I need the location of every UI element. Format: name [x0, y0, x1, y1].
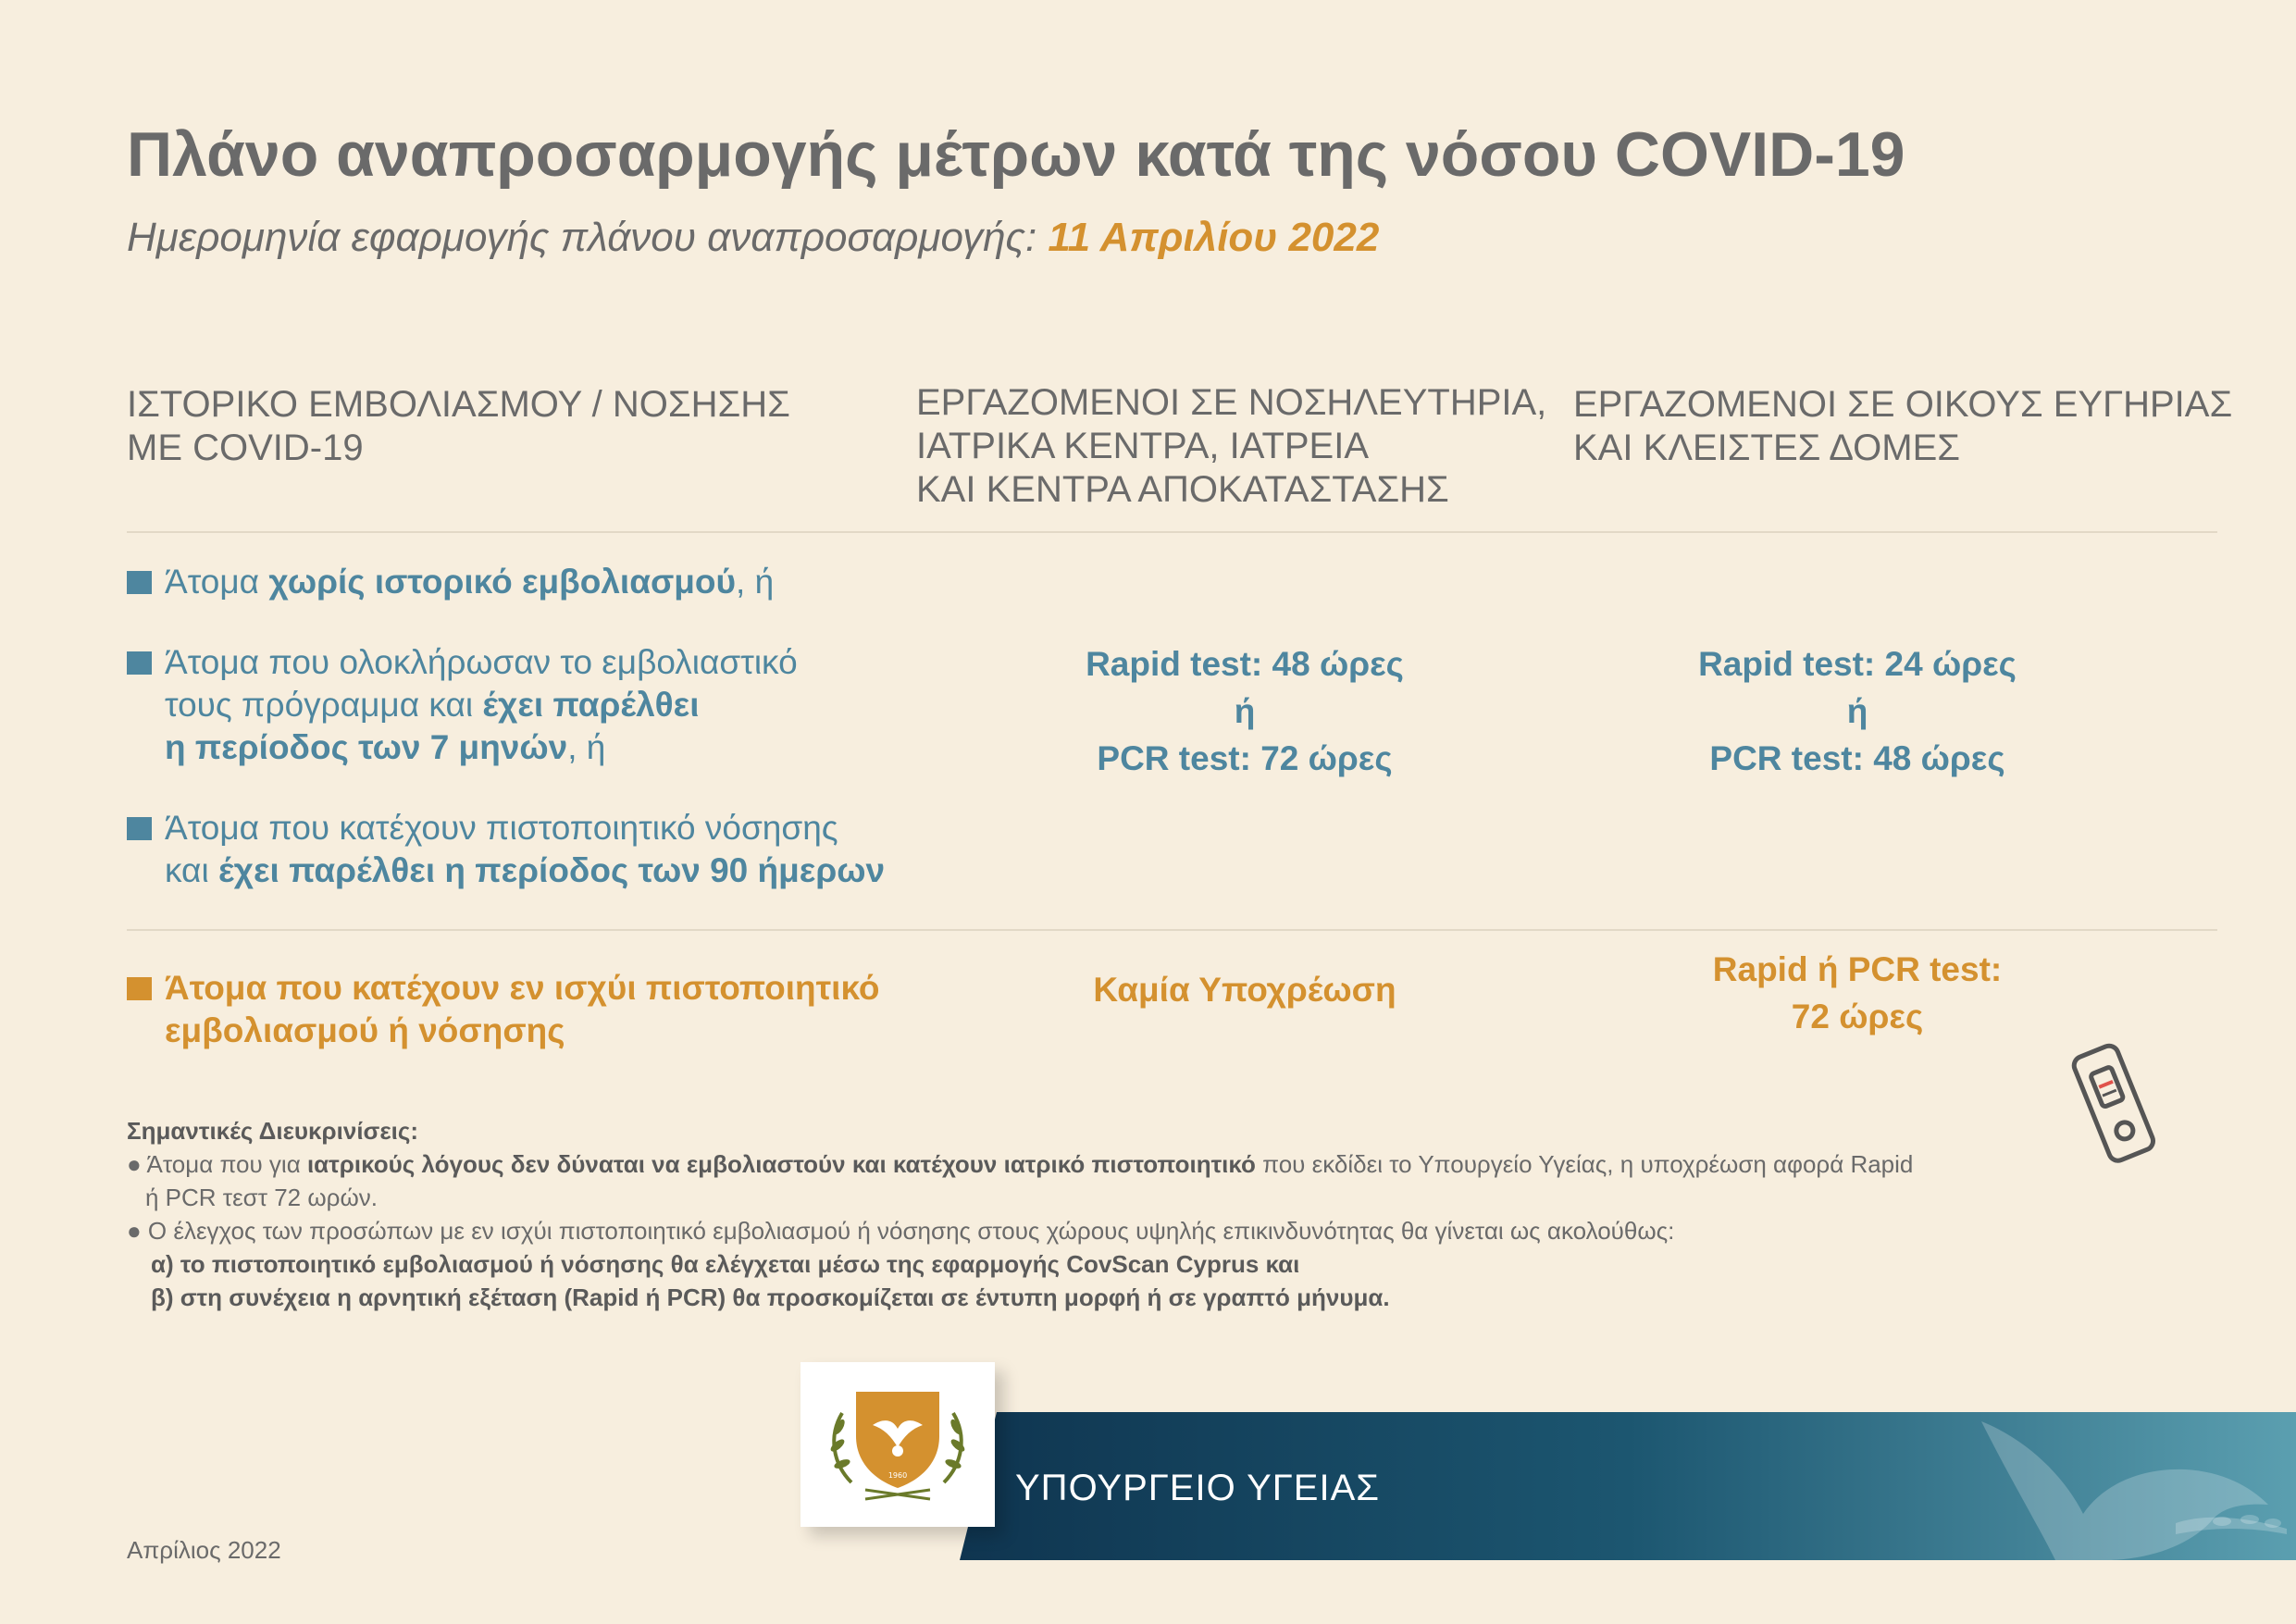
text-line	[165, 849, 924, 892]
text-bold: έχει παρέλθει η περίοδος των 90 ήμερων	[217, 851, 886, 889]
square-bullet-icon	[127, 651, 152, 675]
column-header-care-homes	[1573, 383, 2240, 470]
page-title: Πλάνο αναπροσαρμογής μέτρων κατά της νόσου COVID-19	[127, 119, 1905, 190]
text: Άτομα που κατέχουν πιστοποιητικό νόσησης	[165, 809, 838, 847]
important-notes	[127, 1114, 2089, 1314]
requirement-hospitals	[1009, 640, 1481, 782]
column-header-hospitals	[916, 381, 1564, 512]
requirement-line: Καμία Υποχρέωση	[1093, 971, 1396, 1009]
column-header-line: ΜΕ COVID-19	[127, 428, 364, 468]
column-header-history	[127, 383, 886, 470]
text: τους πρόγραμμα και	[165, 686, 483, 724]
requirement-line: PCR test: 72 ώρες	[1097, 739, 1393, 777]
text-bold: έχει παρέλθει	[482, 686, 700, 724]
note-2-b: β) στη συνέχεια η αρνητική εξέταση (Rapid ή PCR) θα προσκομίζεται σε έντυπη μορφή ή σε γραπτό μήνυμα.	[151, 1283, 1390, 1311]
divider	[127, 929, 2217, 931]
criteria-item-90-days	[165, 807, 924, 892]
footer-date: Απρίλιος 2022	[127, 1536, 281, 1564]
text-bold: χωρίς ιστορικό εμβολιασμού	[268, 563, 737, 601]
column-header-line: ΚΑΙ ΚΛΕΙΣΤΕΣ ΔΟΜΕΣ	[1573, 428, 1960, 468]
requirement-hospitals-certified	[1009, 966, 1481, 1013]
note-1-continued: ή PCR τεστ 72 ωρών.	[145, 1184, 378, 1211]
text-line	[165, 726, 905, 769]
emblem-year: 1960	[887, 1471, 908, 1480]
requirement-line: Rapid test: 24 ώρες	[1698, 645, 2017, 683]
criteria-item-7-months	[165, 641, 905, 769]
text: εμβολιασμού ή νόσησης	[165, 1011, 565, 1049]
column-header-line: ΕΡΓΑΖΟΜΕΝΟΙ ΣΕ ΟΙΚΟΥΣ ΕΥΓΗΡΙΑΣ	[1573, 384, 2233, 425]
dove-watermark-icon	[1944, 1412, 2296, 1560]
text: και	[165, 851, 218, 889]
page-subtitle	[127, 215, 1379, 261]
text-line	[165, 684, 905, 726]
note-2-a: α) το πιστοποιητικό εμβολιασμού ή νόσησης θα ελέγχεται μέσω της εφαρμογής CovScan Cyprus και	[151, 1250, 1300, 1278]
notes-title: Σημαντικές Διευκρινίσεις:	[127, 1117, 419, 1145]
square-bullet-icon	[127, 817, 152, 840]
text: , ή	[736, 563, 775, 601]
requirement-line: Rapid test: 48 ώρες	[1086, 645, 1404, 683]
text: Άτομα που κατέχουν εν ισχύι πιστοποιητικό	[165, 969, 880, 1007]
text: , ή	[567, 728, 606, 766]
column-header-line: ΙΑΤΡΙΚΑ ΚΕΝΤΡΑ, ΙΑΤΡΕΙΑ	[916, 426, 1370, 466]
note-2: ● Ο έλεγχος των προσώπων με εν ισχύι πιστοποιητικό εμβολιασμού ή νόσησης στους χώρους υψηλής επικινδυνότητας θα γίνεται ως ακολούθως:	[127, 1217, 1675, 1245]
requirement-line: Rapid ή PCR test:	[1712, 950, 2003, 988]
square-bullet-icon	[127, 977, 152, 1000]
square-bullet-icon	[127, 571, 152, 594]
ministry-name: ΥΠΟΥΡΓΕΙΟ ΥΓΕΙΑΣ	[1015, 1468, 1380, 1508]
criteria-item-unvaccinated	[165, 561, 905, 603]
cyprus-emblem-icon	[800, 1362, 995, 1527]
text-bold: ιατρικούς λόγους δεν δύναται να εμβολιαστούν και κατέχουν ιατρικό πιστοποιητικό	[306, 1150, 1256, 1178]
text: Άτομα	[165, 563, 269, 601]
text-bold: η περίοδος των 7 μηνών	[165, 728, 568, 766]
requirement-line: ή	[1234, 692, 1256, 730]
text: Άτομα που ολοκλήρωσαν το εμβολιαστικό	[165, 643, 798, 681]
note-1	[127, 1147, 2089, 1181]
subtitle-prefix: Ημερομηνία εφαρμογής πλάνου αναπροσαρμογής:	[127, 215, 1037, 260]
text: που εκδίδει το Υπουργείο Υγείας, η υποχρέωση αφορά Rapid	[1255, 1150, 1914, 1178]
column-header-line: ΕΡΓΑΖΟΜΕΝΟΙ ΣΕ ΝΟΣΗΛΕΥΤΗΡΙΑ,	[916, 382, 1547, 423]
emblem-card	[800, 1362, 995, 1527]
requirement-line: ή	[1846, 692, 1868, 730]
requirement-care-homes-certified	[1621, 946, 2093, 1040]
column-header-line: ΚΑΙ ΚΕΝΤΡΑ ΑΠΟΚΑΤΑΣΤΑΣΗΣ	[916, 469, 1449, 510]
divider	[127, 531, 2217, 533]
requirement-line: PCR test: 48 ώρες	[1709, 739, 2005, 777]
criteria-item-valid-certificate	[165, 967, 924, 1052]
requirement-line: 72 ώρες	[1791, 998, 1924, 1035]
text: ● Άτομα που για	[127, 1150, 307, 1178]
subtitle-date: 11 Απριλίου 2022	[1048, 215, 1380, 260]
requirement-care-homes	[1621, 640, 2093, 782]
column-header-line: ΙΣΤΟΡΙΚΟ ΕΜΒΟΛΙΑΣΜΟΥ / ΝΟΣΗΣΗΣ	[127, 384, 790, 425]
